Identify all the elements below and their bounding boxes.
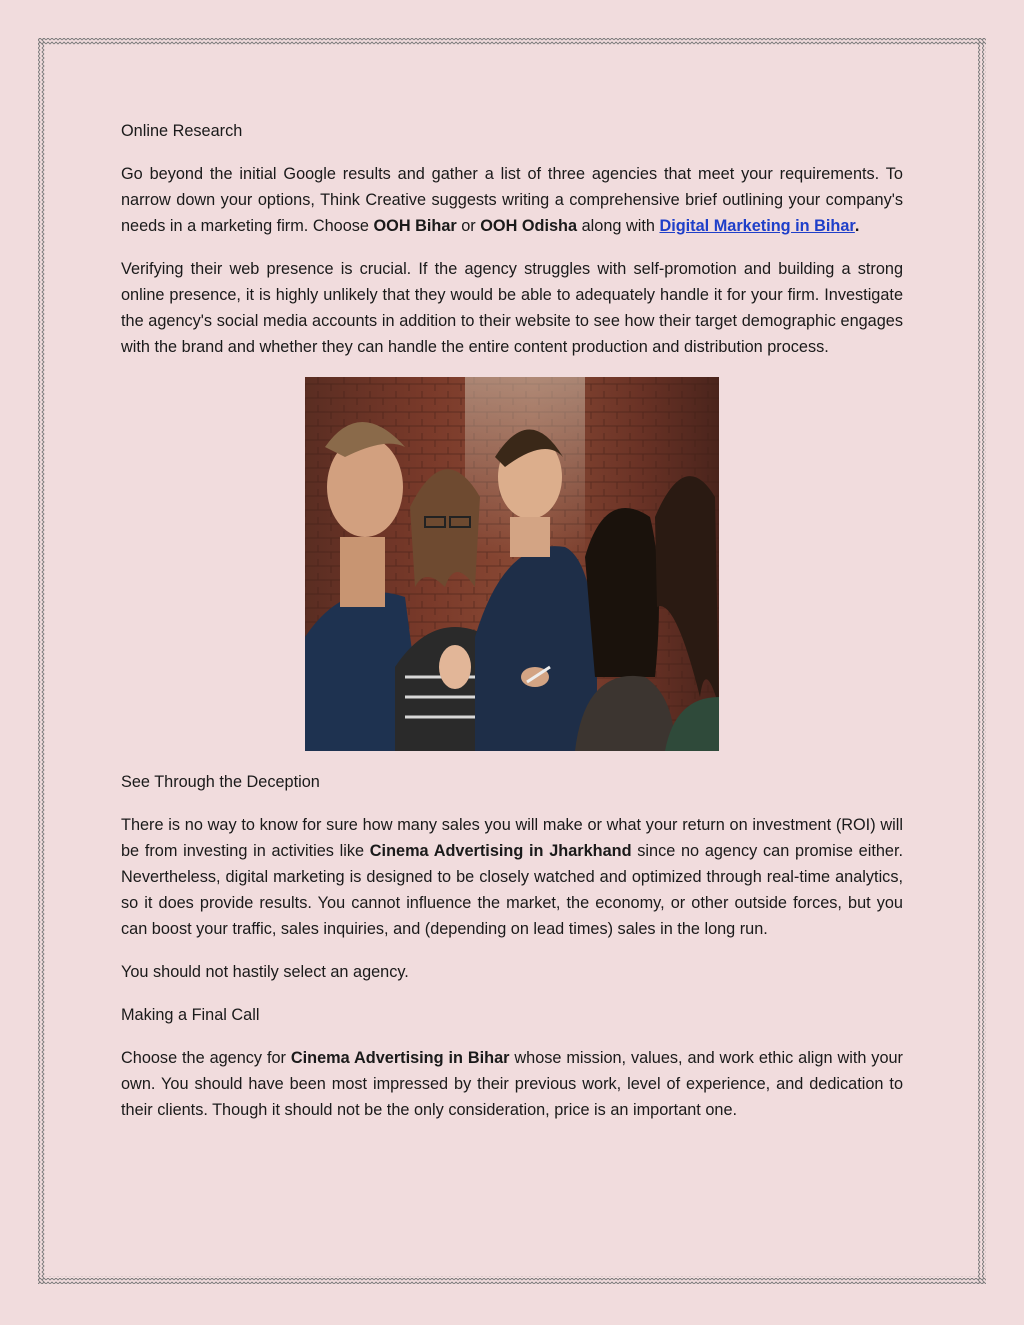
paragraph-hastily-select: You should not hastily select an agency.	[121, 963, 409, 981]
document-body	[121, 118, 903, 1140]
paragraph-text: .	[854, 217, 860, 235]
keyword-cinema-advertising-jharkhand: Cinema Advertising in Jharkhand	[369, 842, 632, 860]
paragraph-text: or	[456, 217, 481, 235]
keyword-ooh-odisha: OOH Odisha	[480, 217, 578, 235]
paragraph-text: since no agency can promise either. Nevertheless, digital marketing is designed to be closely watched and optimized through real-time analytics, so it does provide results. You cannot influence the market, the economy, or other outside forces, but you can boost your traffic, sales inquiries, and (depending on lead times) sales in the long run.	[121, 842, 903, 938]
paragraph-text: There is no way to know for sure how many sales you will make or what your return on investment (ROI) will be from investing in activities like	[121, 816, 903, 860]
team-meeting-photo	[305, 377, 719, 751]
section-heading-see-through-deception: See Through the Deception	[121, 773, 320, 791]
link-digital-marketing-in-bihar[interactable]: Digital Marketing in Bihar	[659, 217, 855, 235]
section-heading-making-final-call: Making a Final Call	[121, 1006, 260, 1024]
keyword-ooh-bihar: OOH Bihar	[373, 217, 457, 235]
paragraph-text: Choose the agency for	[121, 1049, 291, 1067]
paragraph-agency-brief	[121, 161, 903, 239]
paragraph-text: Go beyond the initial Google results and gather a list of three agencies that meet your requirements. To narrow down your options, Think Creative suggests writing a comprehensive brief outlining your company's needs in a marketing firm. Choose	[121, 165, 903, 235]
paragraph-roi	[121, 812, 903, 942]
keyword-cinema-advertising-bihar: Cinema Advertising in Bihar	[290, 1049, 510, 1067]
paragraph-web-presence: Verifying their web presence is crucial. If the agency struggles with self-promotion and building a strong online presence, it is highly unlikely that they would be able to adequately handle it for your firm. Investigate the agency's social media accounts in addition to their website to see how their target demographic engages with the brand and whether they can handle the entire content production and distribution process.	[121, 260, 903, 356]
paragraph-text: whose mission, values, and work ethic align with your own. You should have been most impressed by their previous work, level of experience, and dedication to their clients. Though it should not be the only consideration, price is an important one.	[121, 1049, 903, 1119]
paragraph-choose-agency	[121, 1045, 903, 1123]
section-heading-online-research: Online Research	[121, 122, 243, 140]
paragraph-text: along with	[577, 217, 660, 235]
